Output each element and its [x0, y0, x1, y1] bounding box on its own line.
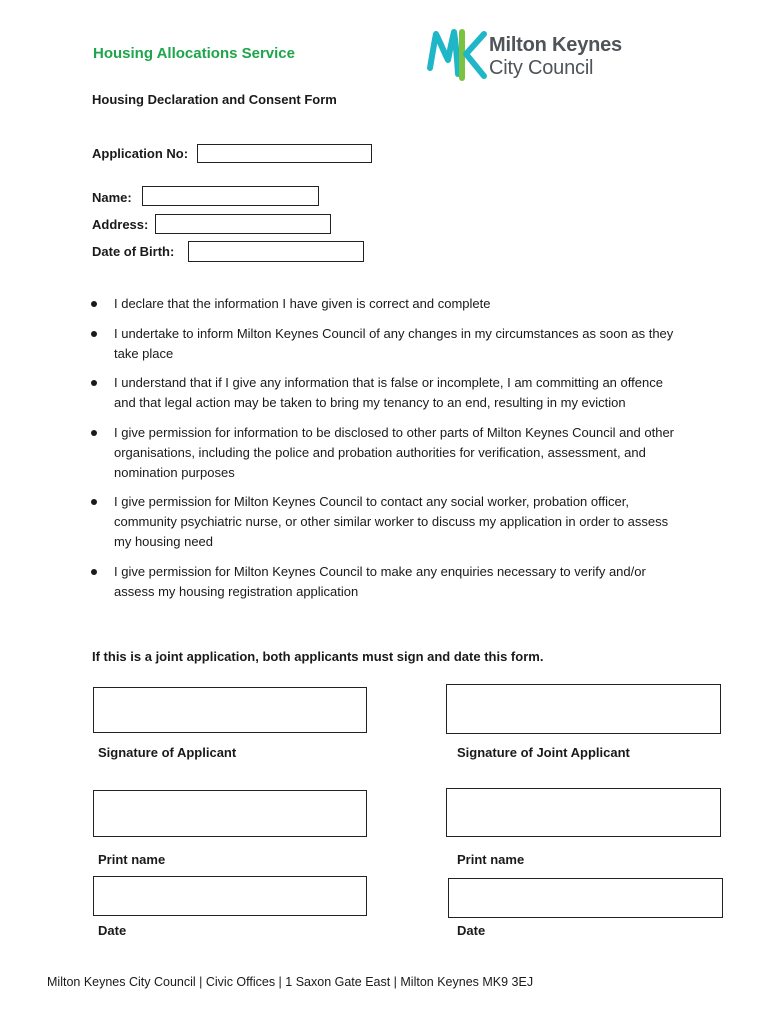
mk-logo-mark: [430, 32, 484, 78]
signature-joint-applicant-box[interactable]: [446, 684, 721, 734]
declaration-text: I declare that the information I have given is correct and complete: [114, 296, 491, 311]
declaration-text: I understand that if I give any information that is false or incomplete, I am committing an offence and that legal action may be taken to bring my tenancy to an end, resulting in my eviction: [114, 375, 663, 410]
declaration-item: [88, 562, 688, 602]
declaration-item: [88, 492, 688, 552]
declaration-text: I give permission for Milton Keynes Council to make any enquiries necessary to verify and/or assess my housing registration application: [114, 563, 646, 599]
service-title: Housing Allocations Service: [93, 45, 295, 62]
declaration-list: [88, 294, 688, 611]
print-name-joint-applicant-box[interactable]: [446, 788, 721, 837]
date-applicant-label: Date: [98, 923, 127, 938]
declaration-item: [88, 324, 688, 364]
bullet-icon: [91, 499, 97, 505]
bullet-icon: [91, 331, 97, 337]
address-field[interactable]: [155, 214, 331, 234]
declaration-item: [88, 294, 688, 314]
logo-text-line1: Milton Keynes: [489, 34, 622, 56]
address-label: Address:: [92, 217, 149, 232]
dob-label: Date of Birth:: [92, 244, 175, 259]
application-no-field[interactable]: [197, 144, 372, 163]
declaration-item: [88, 423, 688, 483]
date-joint-applicant-label: Date: [457, 923, 486, 938]
name-label: Name:: [92, 190, 132, 205]
date-applicant-box[interactable]: [93, 876, 367, 916]
dob-field[interactable]: [188, 241, 364, 262]
signature-applicant-box[interactable]: [93, 687, 367, 733]
joint-application-note: If this is a joint application, both applicants must sign and date this form.: [92, 649, 544, 664]
declaration-item: [88, 373, 688, 413]
name-field[interactable]: [142, 186, 319, 206]
declaration-text: I undertake to inform Milton Keynes Council of any changes in my circumstances as soon as they take place: [114, 325, 674, 361]
signature-joint-applicant-label: Signature of Joint Applicant: [457, 745, 630, 760]
form-title: Housing Declaration and Consent Form: [92, 92, 337, 107]
bullet-icon: [91, 430, 97, 436]
bullet-icon: [91, 380, 97, 386]
print-name-joint-applicant-label: Print name: [457, 852, 525, 867]
print-name-applicant-label: Print name: [98, 852, 166, 867]
footer-address: Milton Keynes City Council | Civic Offices | 1 Saxon Gate East | Milton Keynes MK9 3EJ: [47, 975, 534, 989]
application-no-label: Application No:: [92, 146, 189, 161]
signature-applicant-label: Signature of Applicant: [98, 745, 237, 760]
bullet-icon: [91, 301, 97, 307]
logo-text-line2: City Council: [489, 57, 594, 79]
print-name-applicant-box[interactable]: [93, 790, 367, 837]
date-joint-applicant-box[interactable]: [448, 878, 723, 918]
bullet-icon: [91, 569, 97, 575]
declaration-text: I give permission for Milton Keynes Council to contact any social worker, probation officer, community psychiatric nurse, or other similar worker to discuss my application in order to assess my housing need: [114, 494, 669, 549]
declaration-text: I give permission for information to be disclosed to other parts of Milton Keynes Council and other organisations, including the police and probation authorities for verification, assessment, and nomination purposes: [114, 424, 675, 480]
